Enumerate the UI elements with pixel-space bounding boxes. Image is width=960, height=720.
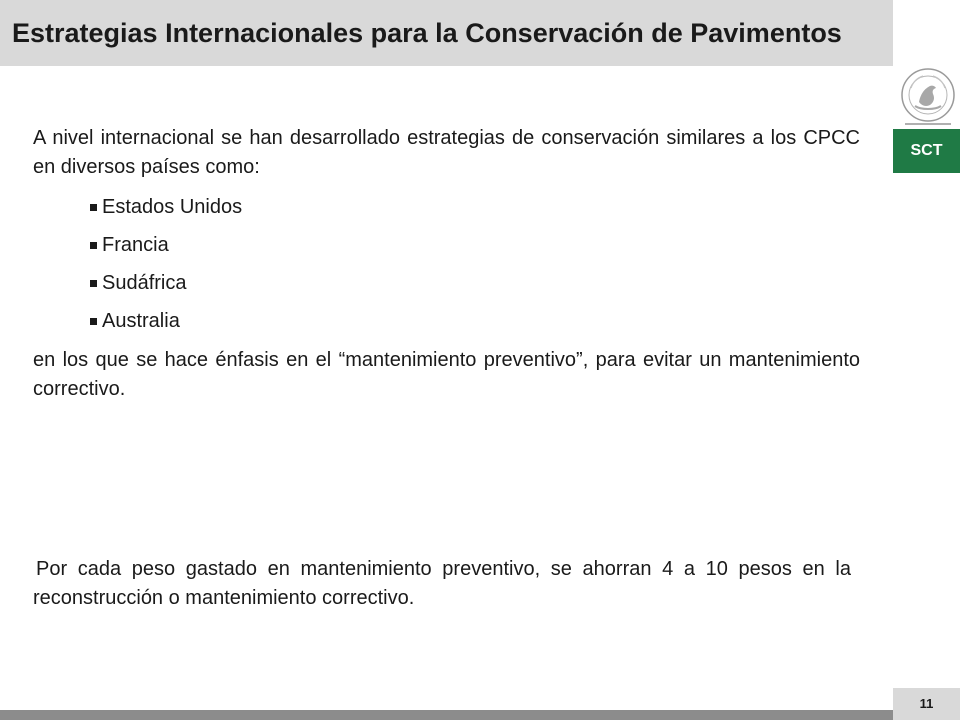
- list-item: [90, 264, 860, 302]
- page-number-box: [893, 688, 960, 720]
- square-bullet-icon: [90, 318, 97, 325]
- square-bullet-icon: [90, 204, 97, 211]
- slide-title: Estrategias Internacionales para la Conservación de Pavimentos: [12, 18, 842, 48]
- square-bullet-icon: [90, 242, 97, 249]
- conclusion-paragraph: en los que se hace énfasis en el “mantenimiento preventivo”, para evitar un mantenimiento correctivo.: [33, 349, 860, 400]
- country-list: [33, 188, 860, 340]
- savings-note: Por cada peso gastado en mantenimiento preventivo, se ahorran 4 a 10 pesos en la reconstrucción o mantenimiento correctivo.: [33, 558, 851, 609]
- logo-divider: [905, 123, 951, 125]
- square-bullet-icon: [90, 280, 97, 287]
- country-label: Sudáfrica: [102, 271, 187, 294]
- list-item: [90, 188, 860, 226]
- page-number: 11: [919, 696, 934, 711]
- title-bar: [0, 0, 893, 66]
- sct-logo: [893, 66, 960, 173]
- country-label: Australia: [102, 309, 180, 332]
- intro-paragraph: A nivel internacional se han desarrollado estrategias de conservación similares a los CPCC en diversos países como:: [33, 127, 860, 178]
- list-item: [90, 226, 860, 264]
- sct-label: SCT: [893, 129, 960, 173]
- slide-body: [33, 124, 860, 404]
- list-item: [90, 302, 860, 340]
- mexico-coat-of-arms-icon: [899, 66, 957, 124]
- footer-bar: [0, 710, 893, 720]
- country-label: Estados Unidos: [102, 195, 243, 218]
- country-label: Francia: [102, 233, 169, 256]
